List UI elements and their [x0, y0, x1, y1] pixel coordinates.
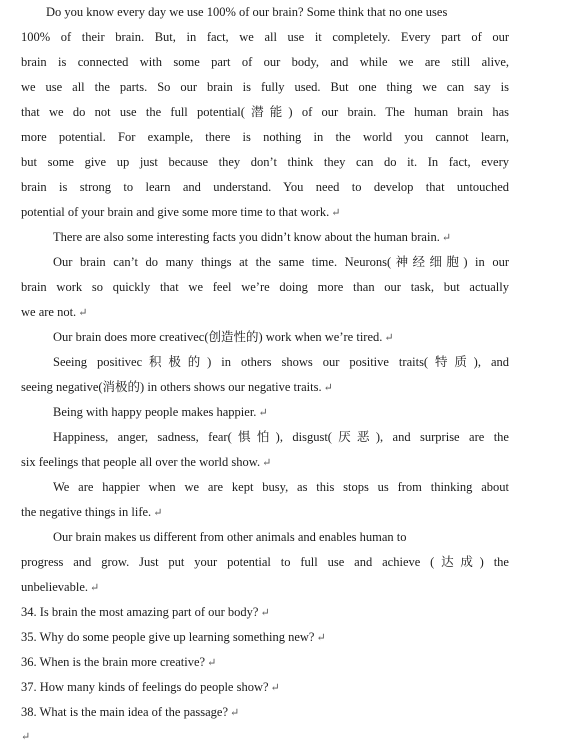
- passage-line: Seeing positivec积极的) in others shows our positive traits(特质), and: [53, 355, 509, 369]
- passage-line: potential of your brain and give some more time to that work. ↵: [21, 205, 341, 219]
- passage-line: that we do not use the full potential(潜能) of our brain. The human brain has: [21, 105, 509, 119]
- paragraph-mark-icon: ↵: [384, 332, 394, 344]
- passage-line: Our brain makes us different from other animals and enables human to: [53, 530, 407, 544]
- paragraph-mark-icon: ↵: [331, 207, 341, 219]
- passage-line: Being with happy people makes happier. ↵: [53, 405, 268, 419]
- passage-line: We are happier when we are kept busy, as this stops us from thinking about: [53, 480, 509, 494]
- passage-line: seeing negative(消极的) in others shows our negative traits. ↵: [21, 380, 333, 394]
- question-item: 38. What is the main idea of the passage? ↵: [21, 705, 240, 719]
- question-item: 34. Is brain the most amazing part of our body? ↵: [21, 605, 270, 619]
- paragraph-mark-icon: ↵: [21, 731, 31, 743]
- passage-line: There are also some interesting facts you didn’t know about the human brain. ↵: [53, 230, 452, 244]
- passage-line: progress and grow. Just put your potential to full use and achieve (达成) the: [21, 555, 509, 569]
- passage-line: brain is strong to learn and understand. You need to develop that untouched: [21, 180, 509, 194]
- paragraph-mark-icon: ↵: [270, 682, 280, 694]
- paragraph-mark-icon: ↵: [323, 382, 333, 394]
- paragraph-mark-icon: ↵: [153, 507, 163, 519]
- passage-line: Happiness, anger, sadness, fear(惧怕), disgust(厌恶), and surprise are the: [53, 430, 509, 444]
- passage-line: but some give up just because they don’t think they can do it. In fact, every: [21, 155, 509, 169]
- paragraph-mark-icon: ↵: [260, 607, 270, 619]
- passage-line: Do you know every day we use 100% of our brain? Some think that no one uses: [46, 5, 448, 19]
- passage-line: unbelievable. ↵: [21, 580, 100, 594]
- paragraph-mark-icon: ↵: [230, 707, 240, 719]
- question-item: 36. When is the brain more creative? ↵: [21, 655, 217, 669]
- passage-line: Our brain can’t do many things at the same time. Neurons(神经细胞) in our: [53, 255, 509, 269]
- paragraph-mark-icon: ↵: [441, 232, 452, 244]
- paragraph-mark-icon: ↵: [207, 657, 217, 669]
- question-item: 37. How many kinds of feelings do people show? ↵: [21, 680, 280, 694]
- paragraph-mark-icon: ↵: [258, 407, 268, 419]
- passage-line: we are not. ↵: [21, 305, 88, 319]
- passage-line: more potential. For example, there is nothing in the world you cannot learn,: [21, 130, 509, 144]
- paragraph-mark-icon: ↵: [78, 307, 88, 319]
- passage-line: we use all the parts. So our brain is fully used. But one thing we can say is: [21, 80, 509, 94]
- paragraph-mark-icon: ↵: [316, 632, 326, 644]
- passage-line: six feelings that people all over the world show. ↵: [21, 455, 272, 469]
- passage-line: the negative things in life. ↵: [21, 505, 163, 519]
- paragraph-mark-icon: ↵: [90, 582, 100, 594]
- empty-paragraph: [19, 727, 30, 745]
- passage-line: 100% of their brain. But, in fact, we all use it completely. Every part of our: [21, 30, 509, 44]
- paragraph-mark-icon: ↵: [262, 457, 272, 469]
- passage-line: brain is connected with some part of our body, and while we are still alive,: [21, 55, 509, 69]
- question-item: 35. Why do some people give up learning something new? ↵: [21, 630, 326, 644]
- passage-line: brain work so quickly that we feel we’re doing more than our task, but actually: [21, 280, 509, 294]
- passage-line: Our brain does more creativec(创造性的) work when we’re tired. ↵: [53, 330, 394, 344]
